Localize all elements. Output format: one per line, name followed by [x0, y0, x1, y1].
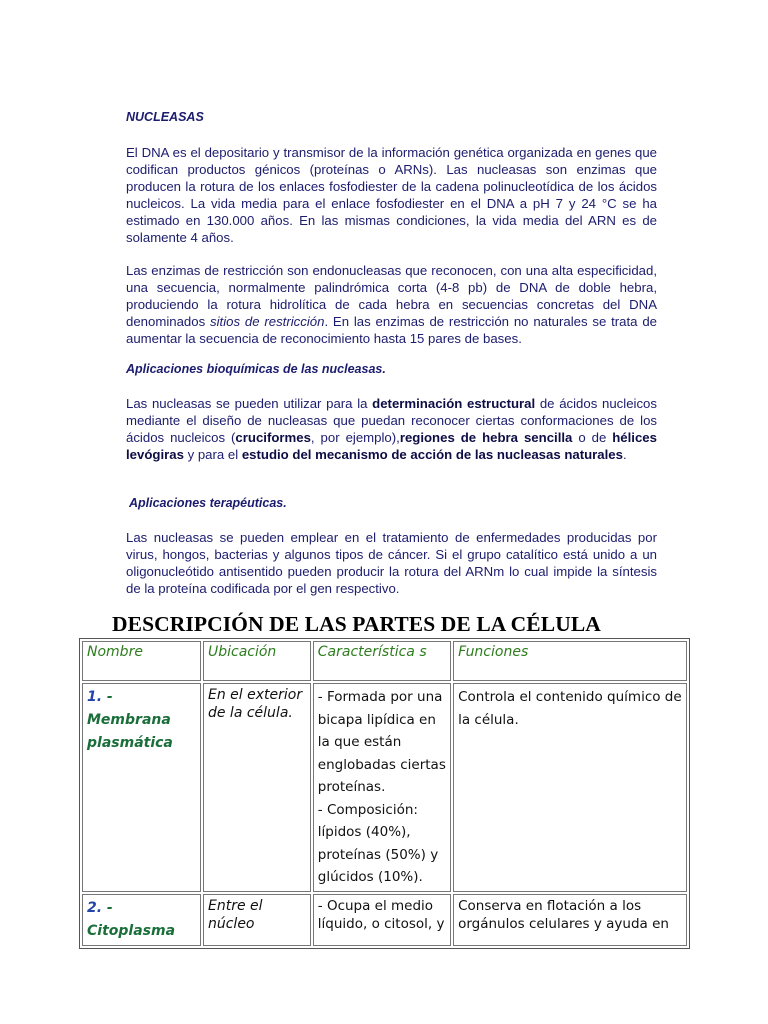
- row-dash: -: [102, 899, 113, 916]
- paragraph-text: .: [622, 447, 627, 462]
- paragraph-dna: El DNA es el depositario y transmisor de la información genética organizada en genes que codifican productos génicos (proteínas o ARNs). Las nucleasas son enzimas que producen la rotura de los enlaces fosfodiester de la cadena polinucleotídica de los ácidos nucleicos. La vida media para el enlace fosfodiester en el DNA a pH 7 y 24 °C se ha estimado en 130.000 años. En las mismas condiciones, la vida media del ARN es de solamente 4 años.: [126, 145, 657, 245]
- subheading-biochemical: Aplicaciones bioquímicas de las nucleasas.: [126, 362, 386, 376]
- cell-nombre: [82, 894, 201, 946]
- bold-term: cruciformes: [235, 430, 311, 445]
- caracteristicas-text: - Formada por una bicapa lipídica en la que están englobadas ciertas proteínas. - Composición: lípidos (40%), proteínas (50%) y glúcidos (10%).: [317, 689, 446, 885]
- paragraph-text: Las enzimas de restricción son endonucleasas que reconocen, con una alta especificidad, una secuencia, normalmente palindrómica corta (4-8 pb) de DNA de doble hebra, produciendo la rotura hidrolítica de cada hebra en secuencias concretas del DNA denominados: [126, 263, 657, 329]
- cell-nombre: [82, 683, 201, 892]
- header-ubicacion: Ubicación: [203, 641, 311, 681]
- cell-funciones: [453, 683, 687, 892]
- cell-funciones: [453, 894, 687, 946]
- cell-caracteristicas: [313, 894, 451, 946]
- header-nombre: Nombre: [82, 641, 201, 681]
- row-name: [87, 686, 196, 755]
- paragraph-applications: [126, 395, 657, 463]
- paragraph-text: , por ejemplo),: [310, 430, 400, 445]
- paragraph-text: y para el: [183, 447, 242, 462]
- ubicacion-text: En el exterior de la célula.: [207, 687, 303, 721]
- paragraph-text: . En las enzimas de restricción no naturales se trata de aumentar la secuencia de reconocimiento hasta 15 pares de bases.: [126, 314, 657, 346]
- ubicacion-text: Entre el núcleo: [207, 897, 263, 932]
- bold-term: regiones de hebra sencilla: [399, 430, 573, 445]
- paragraph-text: de ácidos nucleicos mediante el diseño de nucleasas que puedan reconocer ciertas conformaciones de los ácidos nucleicos (: [126, 396, 657, 445]
- bold-term: determinación estructural: [372, 396, 536, 411]
- funciones-text: Conserva en flotación a los orgánulos celulares y ayuda en: [458, 897, 669, 932]
- cell-parts-table: [79, 638, 690, 949]
- table-header-row: [82, 641, 687, 681]
- bold-term: estudio del mecanismo de acción de las nucleasas naturales: [241, 447, 623, 462]
- row-name-text: Citoplasma: [87, 922, 176, 939]
- caracteristicas-text: - Ocupa el medio líquido, o citosol, y: [317, 897, 445, 932]
- funciones-text: Controla el contenido químico de la célula.: [458, 689, 682, 728]
- row-name: [87, 897, 196, 943]
- row-dash: -: [102, 689, 113, 705]
- paragraph-text: Las nucleasas se pueden utilizar para la: [126, 396, 373, 411]
- table-row: [82, 894, 687, 946]
- header-funciones: Funciones: [453, 641, 687, 681]
- italic-term: sitios de restricción: [210, 314, 325, 329]
- table-title: DESCRIPCIÓN DE LAS PARTES DE LA CÉLULA: [112, 612, 601, 636]
- paragraph-restriction-enzymes: [126, 262, 657, 347]
- cell-ubicacion: [203, 683, 311, 892]
- subheading-therapeutic: Aplicaciones terapéuticas.: [129, 496, 287, 510]
- row-name-text: Membrana plasmática: [87, 712, 173, 751]
- paragraph-therapeutic: Las nucleasas se pueden emplear en el tratamiento de enfermedades producidas por virus, hongos, bacterias y algunos tipos de cáncer. Si el grupo catalítico está unido a un oligonucleótido antisentido pueden producir la rotura del ARNm lo cual impide la síntesis de la proteína codificada por el gen respectivo.: [126, 530, 657, 596]
- section-heading: NUCLEASAS: [126, 110, 204, 124]
- paragraph-text: o de: [572, 430, 613, 445]
- cell-caracteristicas: [313, 683, 451, 892]
- cell-ubicacion: [203, 894, 311, 946]
- header-caracteristicas: Característica s: [313, 641, 451, 681]
- bold-term: hélices levógiras: [126, 430, 657, 462]
- row-number: 1.: [87, 689, 103, 705]
- row-number: 2.: [87, 899, 103, 916]
- table-row: [82, 683, 687, 892]
